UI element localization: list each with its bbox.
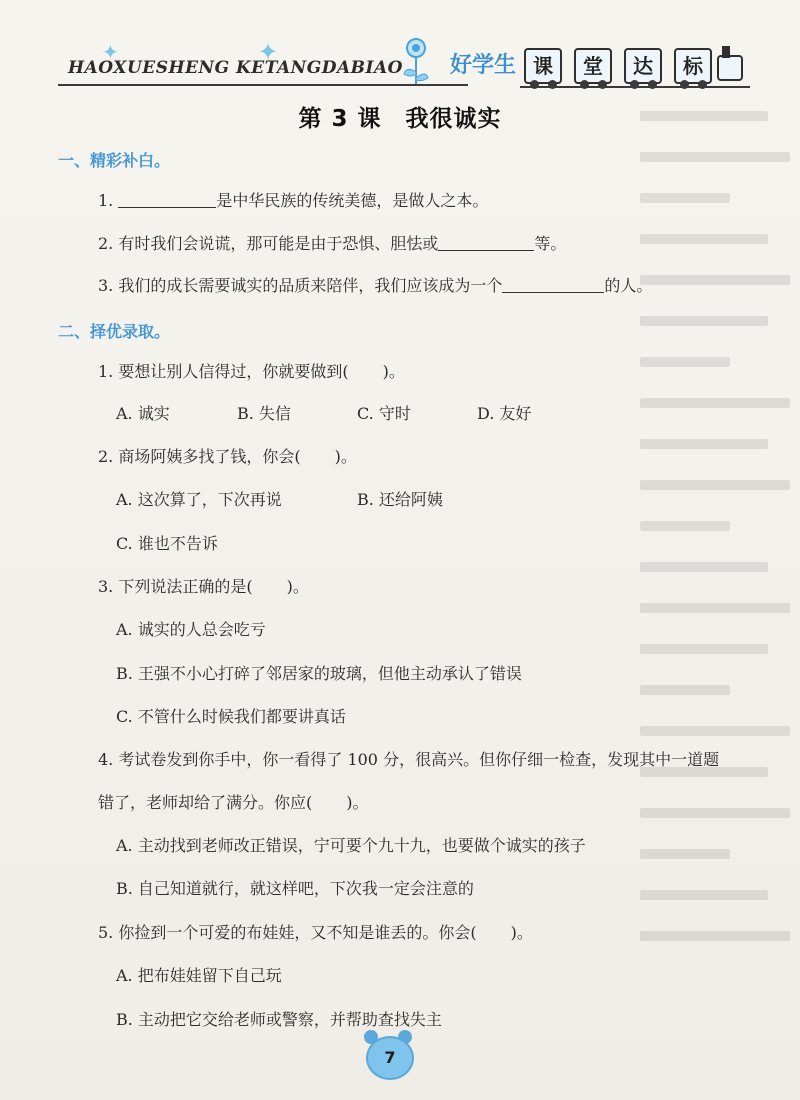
train-car: 标 bbox=[674, 48, 712, 84]
answer-blank[interactable] bbox=[118, 191, 216, 208]
option[interactable]: C. 谁也不告诉 bbox=[116, 534, 218, 553]
option[interactable]: B. 还给阿姨 bbox=[357, 490, 443, 509]
section-heading-multiple-choice: 二、择优录取。 bbox=[58, 322, 171, 341]
star-icon: ✦ bbox=[258, 38, 279, 66]
section-heading-fill-blank: 一、精彩补白。 bbox=[58, 151, 171, 170]
question-4-line-2: 错了，老师却给了满分。你应( )。 bbox=[98, 793, 369, 812]
option[interactable]: B. 失信 bbox=[237, 404, 291, 423]
train-car: 堂 bbox=[574, 48, 612, 84]
train-logo bbox=[520, 40, 750, 90]
option[interactable]: C. 守时 bbox=[357, 404, 411, 423]
answer-blank[interactable] bbox=[438, 234, 534, 251]
question-2: 2. 商场阿姨多找了钱，你会( )。 bbox=[98, 447, 357, 466]
option[interactable]: A. 把布娃娃留下自己玩 bbox=[116, 966, 282, 985]
fill-blank-item-2: 2. 有时我们会说谎，那可能是由于恐惧、胆怯或 等。 bbox=[98, 234, 567, 253]
page-header bbox=[58, 36, 738, 92]
option[interactable]: A. 主动找到老师改正错误，宁可要个九十九，也要做个诚实的孩子 bbox=[116, 836, 586, 855]
answer-blank[interactable] bbox=[502, 276, 604, 293]
lesson-title: 第 3 课 我很诚实 bbox=[298, 106, 502, 132]
option[interactable]: A. 诚实的人总会吃亏 bbox=[116, 620, 266, 639]
question-1: 1. 要想让别人信得过，你就要做到( )。 bbox=[98, 362, 405, 381]
question-3: 3. 下列说法正确的是( )。 bbox=[98, 577, 309, 596]
question-5: 5. 你捡到一个可爱的布娃娃，又不知是谁丢的。你会( )。 bbox=[98, 923, 533, 942]
train-car: 课 bbox=[524, 48, 562, 84]
fill-blank-item-1: 1. 是中华民族的传统美德，是做人之本。 bbox=[98, 191, 489, 210]
flower-icon bbox=[396, 36, 436, 86]
option[interactable]: B. 自己知道就行，就这样吧，下次我一定会注意的 bbox=[116, 879, 474, 898]
option[interactable]: C. 不管什么时候我们都要讲真话 bbox=[116, 707, 346, 726]
fill-blank-item-3: 3. 我们的成长需要诚实的品质来陪伴，我们应该成为一个 的人。 bbox=[98, 276, 653, 295]
option[interactable]: B. 主动把它交给老师或警察，并帮助查找失主 bbox=[116, 1010, 442, 1029]
locomotive-icon bbox=[716, 46, 746, 86]
star-icon: ✦ bbox=[102, 40, 119, 64]
option[interactable]: D. 友好 bbox=[477, 404, 532, 423]
question-4-line-1: 4. 考试卷发到你手中，你一看得了 100 分，很高兴。但你仔细一检查，发现其中一道题 bbox=[98, 750, 720, 769]
bleed-through-texture bbox=[640, 80, 790, 1030]
option[interactable]: A. 这次算了，下次再说 bbox=[116, 490, 282, 509]
option[interactable]: A. 诚实 bbox=[116, 404, 170, 423]
brand-english: HAOXUESHENG KETANGDABIAO bbox=[68, 58, 403, 78]
brand-chinese: 好学生 bbox=[450, 53, 517, 78]
train-car: 达 bbox=[624, 48, 662, 84]
page-number: 7 bbox=[366, 1036, 414, 1080]
option[interactable]: B. 王强不小心打碎了邻居家的玻璃，但他主动承认了错误 bbox=[116, 664, 522, 683]
